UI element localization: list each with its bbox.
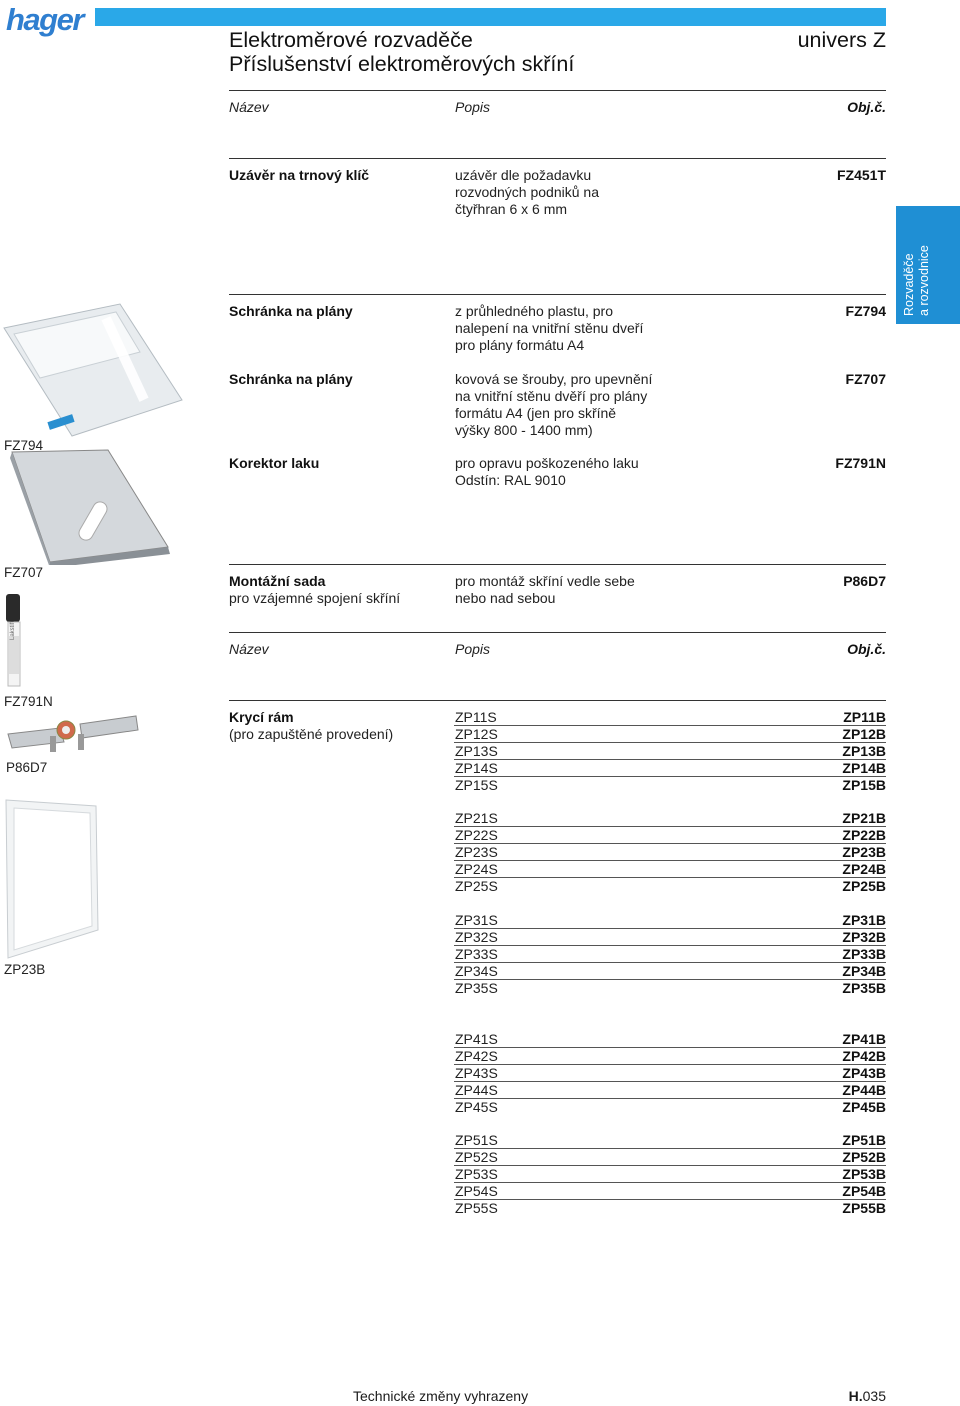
frame-order-code: ZP41B: [842, 1031, 886, 1047]
frame-code-row: [454, 878, 886, 895]
frame-order-code: ZP32B: [842, 929, 886, 945]
hager-logo: hager: [6, 2, 83, 37]
plan-pocket-illustration: [0, 300, 190, 565]
product-code: P86D7: [843, 573, 886, 589]
fz794-plastic-pocket: [0, 304, 182, 436]
frame-code-row: [454, 929, 886, 946]
frame-order-code: ZP25B: [842, 878, 886, 894]
frame-code-row: [454, 1048, 886, 1065]
column-header-desc: Popis: [455, 99, 491, 115]
frame-code-row: [454, 1166, 886, 1183]
frame-order-code: ZP52B: [842, 1149, 886, 1165]
product-code: FZ794: [845, 303, 886, 319]
frame-size-code: ZP23S: [455, 844, 498, 860]
frame-size-code: ZP55S: [455, 1200, 498, 1216]
image-caption: P86D7: [6, 760, 48, 775]
frame-size-code: ZP32S: [455, 929, 498, 945]
frame-order-code: ZP54B: [842, 1183, 886, 1199]
frame-code-row: [454, 827, 886, 844]
frame-size-code: ZP14S: [455, 760, 498, 776]
frame-size-code: ZP24S: [455, 861, 498, 877]
frame-order-code: ZP42B: [842, 1048, 886, 1064]
frame-size-code: ZP35S: [455, 980, 498, 996]
image-caption: FZ794: [4, 438, 44, 453]
frame-code-row: [454, 844, 886, 861]
frame-code-row: [454, 912, 886, 929]
frame-size-code: ZP43S: [455, 1065, 498, 1081]
footer-note: Technické změny vyhrazeny: [353, 1388, 529, 1404]
frame-order-code: ZP44B: [842, 1082, 886, 1098]
side-tab-label: Rozvaděče a rozvodnice: [902, 245, 931, 316]
frame-code-row: [454, 726, 886, 743]
frame-order-code: ZP45B: [842, 1099, 886, 1115]
product-description: pro opravu poškozeného laku Odstín: RAL 9010: [455, 455, 639, 488]
frame-size-code: ZP34S: [455, 963, 498, 979]
frame-code-row: [454, 1031, 886, 1048]
frame-size-code: ZP53S: [455, 1166, 498, 1182]
frame-code-row: [454, 709, 886, 726]
row-divider: [229, 700, 886, 701]
frame-order-code: ZP14B: [842, 760, 886, 776]
frame-code-row: [454, 760, 886, 777]
frame-code-row: [454, 743, 886, 760]
header-divider: [229, 90, 886, 91]
product-description: pro montáž skříní vedle sebe nebo nad sebou: [455, 573, 635, 606]
frame-size-code: ZP45S: [455, 1099, 498, 1115]
frame-order-code: ZP31B: [842, 912, 886, 928]
frame-order-code: ZP23B: [842, 844, 886, 860]
product-name-block: [229, 573, 400, 607]
column-header-code: Obj.č.: [847, 641, 886, 657]
frame-size-code: ZP31S: [455, 912, 498, 928]
frame-code-row: [454, 1065, 886, 1082]
frame-code-row: [454, 810, 886, 827]
product-name: Korektor laku: [229, 455, 320, 471]
frame-order-code: ZP11B: [843, 709, 886, 725]
frame-size-code: ZP15S: [455, 777, 498, 793]
frame-order-code: ZP34B: [842, 963, 886, 979]
page-number: H.035: [848, 1388, 886, 1404]
series-name: univers Z: [797, 28, 886, 52]
frame-size-code: ZP21S: [455, 810, 498, 826]
frame-size-code: ZP22S: [455, 827, 498, 843]
product-name: Uzávěr na trnový klíč: [229, 167, 370, 183]
frame-name-block: [229, 709, 393, 743]
frame-code-row: [454, 1149, 886, 1166]
frame-order-code: ZP24B: [842, 861, 886, 877]
image-caption: ZP23B: [4, 962, 46, 977]
frame-subtitle: (pro zapuštěné provedení): [229, 726, 394, 742]
frame-code-row: [454, 861, 886, 878]
frame-code-row: [454, 980, 886, 997]
frame-size-code: ZP54S: [455, 1183, 498, 1199]
product-name: Schránka na plány: [229, 371, 353, 387]
frame-name: Krycí rám: [229, 709, 294, 725]
product-code: FZ707: [845, 371, 886, 387]
page-title: [229, 28, 574, 76]
frame-size-code: ZP13S: [455, 743, 498, 759]
frame-order-code: ZP12B: [842, 726, 886, 742]
frame-code-row: [454, 1183, 886, 1200]
page-title-line2: Příslušenství elektroměrových skříní: [229, 52, 575, 76]
frame-code-row: [454, 1200, 886, 1217]
image-caption: FZ791N: [4, 694, 53, 709]
product-description: z průhledného plastu, pro nalepení na vnitřní stěnu dveří pro plány formátu A4: [455, 303, 644, 353]
top-accent-bar: [95, 8, 886, 26]
page-title-line1: Elektroměrové rozvaděče: [229, 28, 473, 52]
image-caption: FZ707: [4, 565, 44, 580]
frame-order-code: ZP35B: [842, 980, 886, 996]
frame-order-code: ZP15B: [842, 777, 886, 793]
section-divider: [229, 632, 886, 633]
product-description: kovová se šrouby, pro upevnění na vnitřní stěnu dvěří pro plány formátu A4 (jen pro skříně výšky 800 - 1400 mm): [455, 371, 653, 438]
mounting-kit-illustration: [4, 708, 140, 760]
cover-frame-illustration: [4, 798, 100, 962]
frame-size-code: ZP25S: [455, 878, 498, 894]
product-subtitle: pro vzájemné spojení skříní: [229, 590, 401, 606]
frame-order-code: ZP33B: [842, 946, 886, 962]
frame-code-row: [454, 946, 886, 963]
frame-size-code: ZP44S: [455, 1082, 498, 1098]
product-code: FZ451T: [836, 167, 886, 183]
frame-order-code: ZP55B: [842, 1200, 886, 1216]
frame-code-row: [454, 777, 886, 794]
frame-order-code: ZP22B: [842, 827, 886, 843]
product-name: Montážní sada: [229, 573, 326, 589]
frame-size-code: ZP12S: [455, 726, 498, 742]
frame-size-code: ZP52S: [455, 1149, 498, 1165]
frame-size-code: ZP33S: [455, 946, 498, 962]
product-name: Schránka na plány: [229, 303, 353, 319]
row-divider: [229, 564, 886, 565]
section-side-tab: [896, 206, 960, 324]
frame-code-row: [454, 963, 886, 980]
frame-size-code: ZP41S: [455, 1031, 498, 1047]
pen-label: Lakstift: [10, 620, 16, 640]
paint-pen-illustration: [0, 590, 34, 690]
column-header-code: Obj.č.: [847, 99, 886, 115]
column-header-name: Název: [229, 99, 269, 115]
product-description: uzávěr dle požadavku rozvodných podniků na čtyřhran 6 x 6 mm: [455, 167, 599, 217]
frame-code-row: [454, 1099, 886, 1116]
frame-order-code: ZP53B: [842, 1166, 886, 1182]
frame-code-row: [454, 1132, 886, 1149]
frame-order-code: ZP21B: [842, 810, 886, 826]
column-header-name: Název: [229, 641, 269, 657]
frame-order-code: ZP51B: [842, 1132, 886, 1148]
product-code: FZ791N: [835, 455, 886, 471]
row-divider: [229, 158, 886, 159]
column-header-desc: Popis: [455, 641, 491, 657]
frame-code-row: [454, 1082, 886, 1099]
frame-size-code: ZP11S: [455, 709, 497, 725]
frame-size-code: ZP42S: [455, 1048, 498, 1064]
frame-size-code: ZP51S: [455, 1132, 498, 1148]
row-divider: [229, 294, 886, 295]
frame-order-code: ZP43B: [842, 1065, 886, 1081]
frame-order-code: ZP13B: [842, 743, 886, 759]
